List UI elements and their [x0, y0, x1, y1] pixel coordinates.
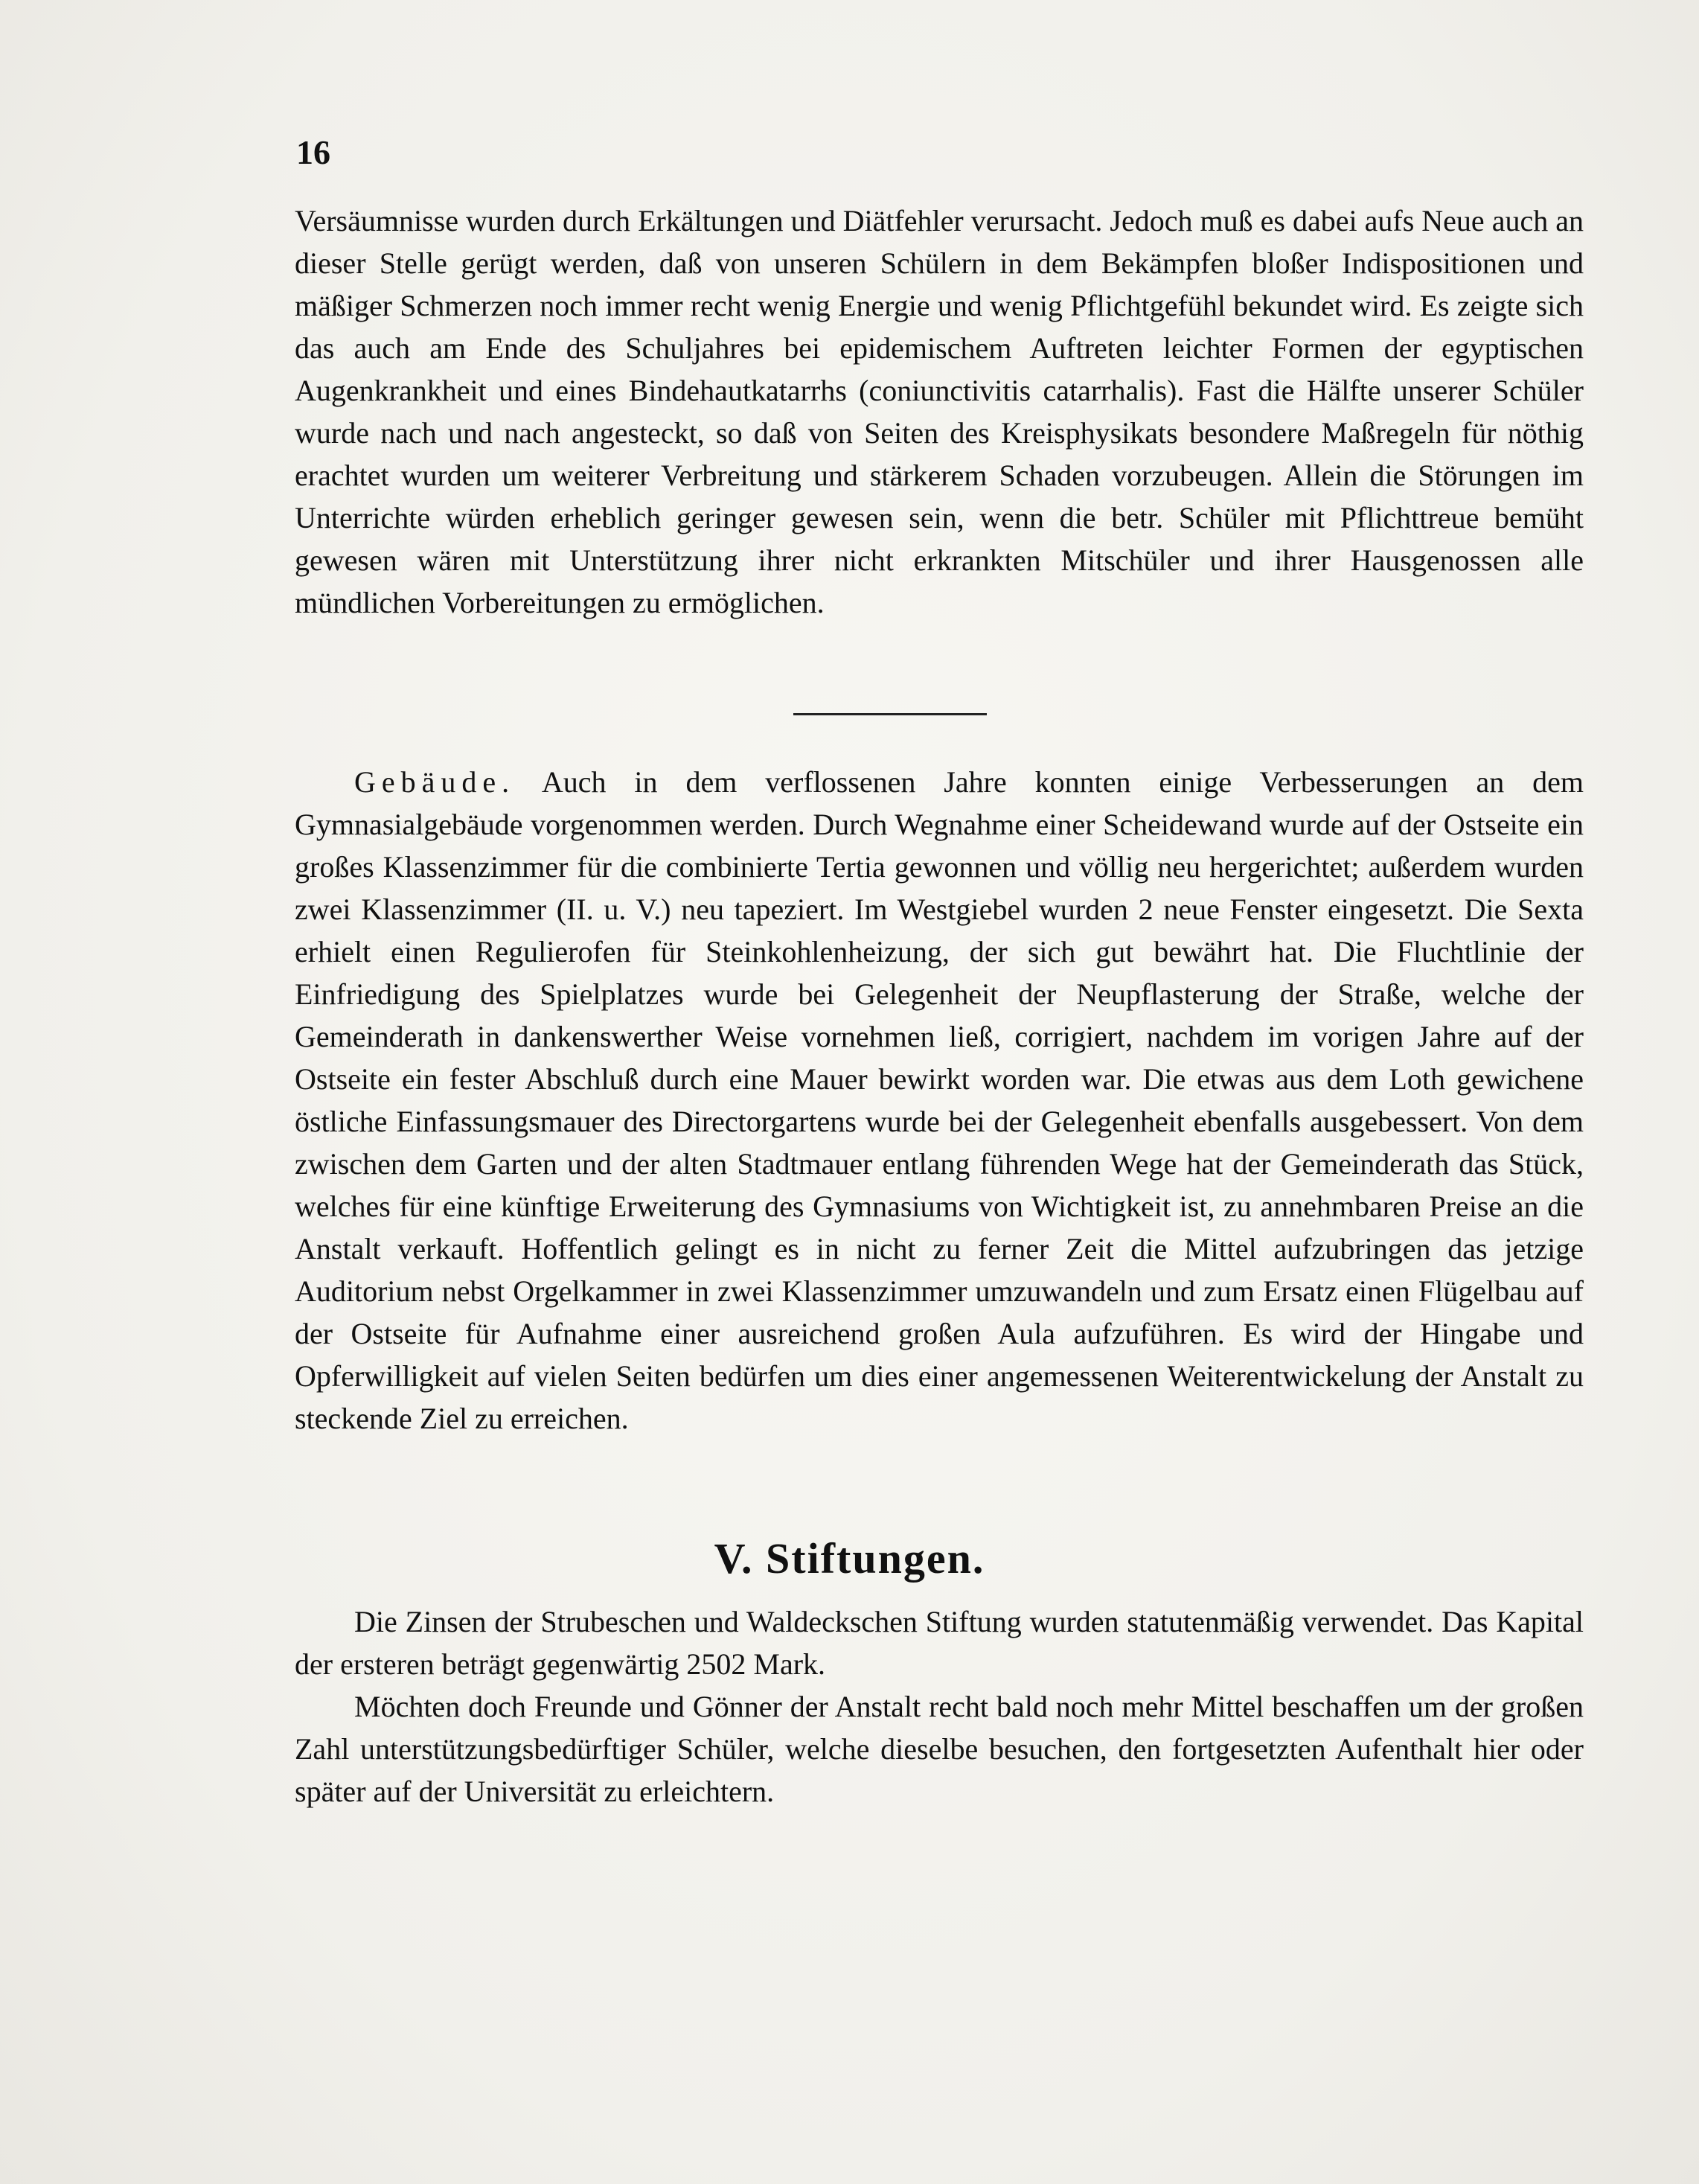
- gebaeude-body: Auch in dem verflossenen Jahre konnten einige Verbesserungen an dem Gymnasialgebäude vorgenommen werden. Durch Wegnahme einer Scheidewand wurde auf der Ostseite ein großes Klassenzimmer für die combinierte Tertia gewonnen und völlig neu hergerichtet; außerdem wurden zwei Klassenzimmer (II. u. V.) neu tapeziert. Im Westgiebel wurden 2 neue Fenster eingesetzt. Die Sexta erhielt einen Regulierofen für Steinkohlenheizung, der sich gut bewährt hat. Die Fluchtlinie der Einfriedigung des Spielplatzes wurde bei Gelegenheit der Neupflasterung der Straße, welche der Gemeinderath in dankenswerther Weise vornehmen ließ, corrigiert, nachdem im vorigen Jahre auf der Ostseite ein fester Abschluß durch eine Mauer bewirkt worden war. Die etwas aus dem Loth gewichene östliche Einfassungsmauer des Directorgartens wurde bei der Gelegenheit ebenfalls ausgebessert. Von dem zwischen dem Garten und der alten Stadtmauer entlang führenden Wege hat der Gemeinderath das Stück, welches für eine künftige Erweiterung des Gymnasiums von Wichtigkeit ist, zu annehmbaren Preise an die Anstalt verkauft. Hoffentlich gelingt es in nicht zu ferner Zeit die Mittel aufzubringen das jetzige Auditorium nebst Orgelkammer in zwei Klassenzimmer umzuwandeln und zum Ersatz einen Flügelbau auf der Ostseite für Aufnahme einer ausreichend großen Aula aufzuführen. Es wird der Hingabe und Opferwilligkeit auf vielen Seiten bedürfen um dies einer angemessenen Weiterentwickelung der Anstalt zu steckende Ziel zu erreichen.: [295, 765, 1584, 1435]
- section-iv-end-text: [295, 199, 1584, 624]
- gebaeude-paragraph: [295, 761, 1584, 1440]
- stiftungen-paragraph-2: Möchten doch Freunde und Gönner der Anstalt recht bald noch mehr Mittel beschaffen um der großen Zahl unterstützungsbedürftiger Schüler, welche dieselbe besuchen, den fortgesetzten Aufenthalt hier oder später auf der Universität zu erleichtern.: [295, 1690, 1584, 1808]
- gebaeude-text: [295, 761, 1584, 1440]
- stiftungen-paragraph-1: Die Zinsen der Strubeschen und Waldeckschen Stiftung wurden statutenmäßig verwendet. Das Kapital der ersteren beträgt gegenwärtig 2502 Mark.: [295, 1605, 1584, 1681]
- section-v-title: V. Stiftungen.: [714, 1534, 985, 1583]
- gebaeude-heading: Gebäude.: [354, 765, 516, 799]
- section-divider: [793, 713, 987, 715]
- section-v-text: [295, 1600, 1584, 1813]
- page-number: 16: [296, 133, 330, 171]
- health-paragraph: Versäumnisse wurden durch Erkältungen und Diätfehler verursacht. Jedoch muß es dabei aufs Neue auch an dieser Stelle gerügt werden, daß von unseren Schülern in dem Bekämpfen bloßer Indispositionen und mäßiger Schmerzen noch immer recht wenig Energie und wenig Pflichtgefühl bekundet wird. Es zeigte sich das auch am Ende des Schuljahres bei epidemischem Auftreten leichter Formen der egyptischen Augenkrankheit und eines Bindehautkatarrhs (coniunctivitis catarrhalis). Fast die Hälfte unserer Schüler wurde nach und nach angesteckt, so daß von Seiten des Kreisphysikats besondere Maßregeln für nöthig erachtet wurden um weiterer Verbreitung und stärkerem Schaden vorzubeugen. Allein die Störungen im Unterrichte würden erheblich geringer gewesen sein, wenn die betr. Schüler mit Pflichttreue bemüht gewesen wären mit Unterstützung ihrer nicht erkrankten Mitschüler und ihrer Hausgenossen alle mündlichen Vorbereitungen zu ermöglichen.: [295, 204, 1584, 619]
